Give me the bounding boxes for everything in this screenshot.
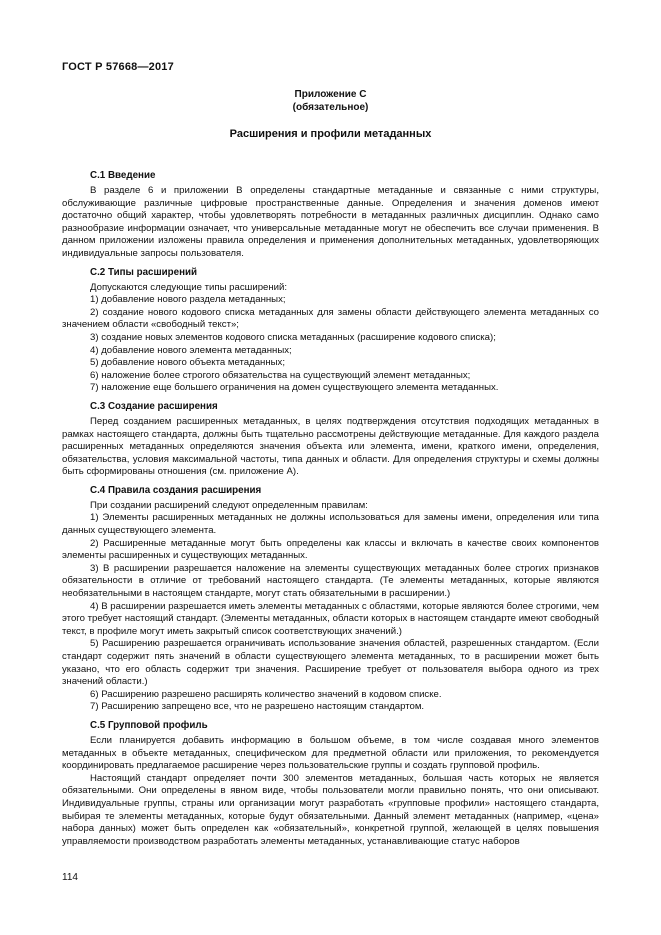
list-item: 4) В расширении разрешается иметь элементы метаданных с областями, которые являются более строгими, чем этого требует настоящий стандарт. (Элементы метаданных, области которых в настоящем стандарте имеют свободный текст, в профиле могут иметь закрытый список соответствующих значений.) xyxy=(62,600,599,637)
paragraph: Допускаются следующие типы расширений: xyxy=(90,281,288,293)
list-item: 2) создание нового кодового списка метаданных для замены области действующего элемента метаданных со значением области «свободный текст»; xyxy=(62,306,599,331)
paragraph: Если планируется добавить информацию в большом объеме, в том числе создавая много элементов метаданных в объекте метаданных, специфическом для предметной области или приложения, то рекомендуется координировать предлагаемое расширение через пользовательские группы и создать групповой профиль. xyxy=(62,734,599,772)
list-item: 3) В расширении разрешается наложение на элементы существующих метаданных более строгих признаков обязательности в отличие от требований настоящего стандарта. (Те элементы метаданных, которые являются необязательными в настоящем стандарте, могут стать обязательными в расширении.) xyxy=(62,562,599,600)
list-item: 7) наложение еще большего ограничения на домен существующего элемента метаданных. xyxy=(90,382,499,394)
appendix-status: (обязательное) xyxy=(292,101,369,113)
list-item: 5) Расширению разрешается ограничивать использование значения областей, разрешенных стандартом. (Если стандарт содержит пять значений в области существующего элемента метаданных, то в расширении может быть указано, что его область содержит три значения. Расширение требует от пользователя выбора одного из трех значений области.) xyxy=(62,638,599,688)
section-heading: С.4 Правила создания расширения xyxy=(90,484,262,496)
appendix-title: Приложение С xyxy=(294,89,367,100)
list-item: 6) Расширению разрешено расширять количество значений в кодовом списке. xyxy=(90,688,442,700)
document-body xyxy=(62,170,599,848)
section-heading: С.3 Создание расширения xyxy=(90,400,218,412)
page-number: 114 xyxy=(62,872,78,883)
paragraph: Перед созданием расширенных метаданных, в целях подтверждения отсутствия подходящих метаданных в рамках настоящего стандарта, должны быть тщательно рассмотрены действующие метаданные. Для каждого раздела расширенных метаданных определяются значения объекта или элемента, имени, краткого имени, определения, обязательства, условия максимальной частоты, типа данных и области. Для определения структуры и схемы должны быть сформированы отношения (см. приложение А). xyxy=(62,415,599,478)
paragraph: При создании расширений следуют определенным правилам: xyxy=(90,499,368,511)
paragraph: В разделе 6 и приложении В определены стандартные метаданные и связанные с ними структуры, обслуживающие различные цифровые пространственные данные. Определения и значения доменов имеют достаточно общий характер, чтобы удовлетворять потребности в метаданных различных дисциплин. Однако само разнообразие информации означает, что универсальные метаданные могут не обеспечить все случаи применения. В данном приложении изложены правила определения и применения дополнительных метаданных, удовлетворяющих индивидуальные запросы пользователя. xyxy=(62,185,599,259)
section-heading: С.1 Введение xyxy=(90,170,156,181)
main-title: Расширения и профили метаданных xyxy=(229,128,432,140)
list-item: 1) добавление нового раздела метаданных; xyxy=(90,294,286,306)
list-item: 1) Элементы расширенных метаданных не должны использоваться для замены имени, определения или типа данных существующего элемента. xyxy=(62,512,599,537)
document-header: ГОСТ Р 57668—2017 xyxy=(62,61,174,73)
list-item: 6) наложение более строгого обязательства на существующий элемент метаданных; xyxy=(90,369,471,381)
section-heading: С.2 Типы расширений xyxy=(90,266,198,278)
list-item: 5) добавление нового объекта метаданных; xyxy=(90,357,286,369)
list-item: 4) добавление нового элемента метаданных; xyxy=(90,344,292,356)
list-item: 3) создание новых элементов кодового списка метаданных (расширение кодового списка); xyxy=(90,331,496,343)
list-item: 7) Расширению запрещено все, что не разрешено настоящим стандартом. xyxy=(90,701,425,713)
section-heading: С.5 Групповой профиль xyxy=(90,719,208,731)
list-item: 2) Расширенные метаданные могут быть определены как классы и включать в качестве своих компонентов элементы расширенных и существующих метаданных. xyxy=(62,537,599,562)
appendix-heading xyxy=(62,89,599,114)
paragraph: Настоящий стандарт определяет почти 300 элементов метаданных, большая часть которых не является обязательными. Они определены в явном виде, чтобы пользователи могли правильно понять, что они описывают. Индивидуальные группы, страны или организации могут разработать «групповые профили» настоящего стандарта, выбирая те элементы метаданных, которые будут обязательными. Данный элемент метаданных (например, «цена» набора данных) может быть определен как «обязательный», конкретной группой, желающей в целях повышения управляемости производством разработать элементы метаданных, устанавливающие статус наборов xyxy=(62,772,599,847)
